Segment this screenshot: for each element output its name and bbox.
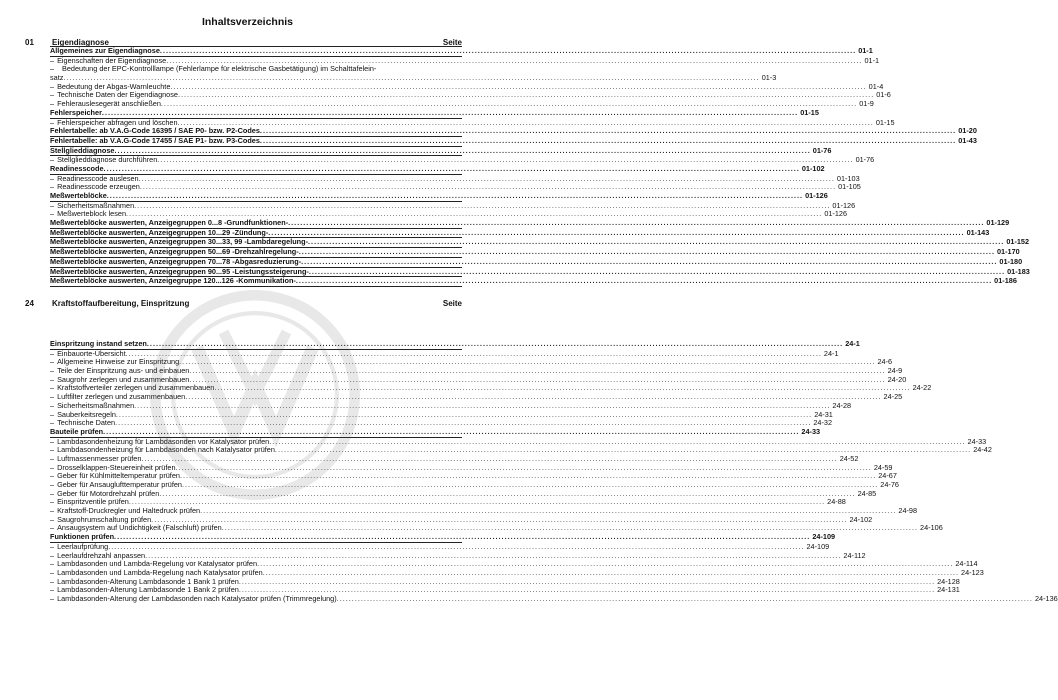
toc-page-number: 01-1	[864, 55, 880, 65]
toc-entry-text: Fehlertabelle: ab V.A.G-Code 16395 / SAE P0- bzw. P2-Codes	[50, 126, 260, 136]
toc-heading-entry[interactable]	[50, 276, 1017, 287]
section-title: Eigendiagnose	[52, 38, 109, 47]
bullet-dash-icon: –	[50, 200, 55, 210]
toc-entry-text: Fehlerauslesegerät anschließen	[57, 99, 161, 109]
toc-page-number: 01-129	[986, 218, 1010, 228]
toc-page-number: 01-126	[824, 209, 848, 219]
toc-page-number: 24-1	[845, 339, 860, 348]
toc-entry-text: Meßwerteblöcke auswerten, Anzeigegruppen 30...33, 99 -Lambdaregelung-	[50, 237, 309, 247]
dot-leader	[337, 595, 1033, 604]
toc-page-number: 24-28	[832, 400, 852, 410]
toc-entry-text: Readinesscode erzeugen	[57, 182, 140, 192]
bullet-dash-icon: –	[50, 392, 55, 402]
toc-entry-text: Meßwerteblöcke auswerten, Anzeigegruppen 50...69 -Drehzahlregelung-	[50, 247, 299, 257]
toc-page-number: 24-20	[887, 374, 907, 384]
toc-entry-text: Lambdasondenheizung für Lambdasonden vor Katalysator prüfen	[57, 436, 270, 446]
bullet-dash-icon: –	[50, 357, 55, 367]
bullet-dash-icon: –	[50, 418, 55, 428]
toc-page-number: 24-136	[1034, 593, 1058, 603]
toc-page-number: 01-76	[855, 155, 875, 165]
bullet-dash-icon: –	[50, 488, 55, 498]
section-header-24	[0, 299, 495, 311]
toc-page-number: 24-85	[857, 488, 877, 498]
toc-page-number: 01-1	[858, 46, 873, 55]
dot-leader	[104, 165, 800, 174]
toc-entry-text: Fehlertabelle: ab V.A.G-Code 17455 / SAE P1- bzw. P3-Codes	[50, 135, 260, 145]
bullet-dash-icon: –	[50, 593, 55, 603]
toc-entry-text: Lambdasonden-Alterung der Lambdasonden nach Katalysator prüfen (Trimmregelung)	[57, 593, 337, 603]
toc-page-number: 24-33	[967, 436, 987, 446]
toc-page-number: 01-126	[805, 191, 828, 200]
toc-entry-text: Stellglieddiagnose durchführen	[57, 155, 158, 165]
bullet-dash-icon: –	[50, 445, 55, 455]
toc-page-number: 01-102	[801, 163, 825, 173]
toc-page-number: 24-33	[801, 426, 821, 436]
toc-page-number: 01-183	[1007, 266, 1030, 276]
toc-entry-text: Bedeutung der Abgas-Warnleuchte	[57, 81, 171, 91]
toc-page-number: 24-131	[937, 585, 960, 595]
bullet-dash-icon: –	[50, 453, 55, 463]
bullet-dash-icon: –	[50, 567, 55, 577]
toc-entry-text: Geber für Kühlmitteltemperatur prüfen	[57, 471, 180, 481]
bullet-dash-icon: –	[50, 374, 55, 384]
toc-page-number: 24-1	[823, 348, 839, 358]
toc-page-number: 24-109	[806, 541, 830, 551]
dot-leader	[102, 109, 798, 118]
dot-leader	[296, 277, 992, 286]
toc-entry-text: Eigenschaften der Eigendiagnose	[57, 55, 167, 65]
bullet-dash-icon: –	[50, 409, 55, 419]
section-number: 01	[25, 38, 34, 47]
section-number: 24	[25, 299, 34, 308]
bullet-dash-icon: –	[50, 523, 55, 533]
dot-leader	[260, 137, 956, 146]
toc-entry-text: Kraftstoff-Druckregler und Haltedruck prüfen	[57, 506, 201, 516]
toc-entry-text: Meßwerteblöcke auswerten, Anzeigegruppe 120...126 -Kommunikation-	[50, 276, 296, 286]
toc-entry-text: Saugrohr zerlegen und zusammenbauen	[57, 374, 190, 384]
toc-page-number: 24-9	[887, 366, 903, 376]
toc-page-number: 01-43	[958, 135, 977, 145]
toc-entry-text: Meßwerteblock lesen	[57, 209, 127, 219]
bullet-dash-icon: –	[50, 90, 55, 100]
toc-page-number: 24-112	[843, 550, 866, 560]
toc-page-number: 01-143	[966, 227, 990, 237]
toc-page-number: 24-109	[812, 532, 836, 542]
toc-entry-text: Fehlerspeicher abfragen und löschen	[57, 117, 178, 127]
toc-entry-text: Sicherheitsmaßnahmen	[57, 200, 135, 210]
toc-page-number: 01-126	[832, 200, 856, 210]
toc-entry-text: Teile der Einspritzung aus- und einbauen	[57, 366, 190, 376]
bullet-dash-icon: –	[50, 209, 55, 219]
toc-page-number: 01-20	[958, 126, 977, 136]
toc-page-number: 01-186	[994, 276, 1017, 286]
bullet-dash-icon: –	[50, 64, 55, 74]
section-seite-label: Seite	[442, 299, 462, 308]
toc-entry-text: Technische Daten der Eigendiagnose	[57, 90, 178, 100]
toc-page-number: 01-180	[999, 256, 1023, 266]
toc-page-number: 01-103	[836, 173, 860, 183]
dot-leader	[260, 127, 956, 136]
toc-page-number: 01-76	[812, 145, 832, 155]
bullet-dash-icon: –	[50, 366, 55, 376]
toc-page-number: 24-42	[973, 445, 992, 455]
toc-entry-text: Readinesscode	[50, 163, 104, 173]
toc-page-number: 01-152	[1006, 237, 1030, 247]
toc-entry-text: Meßwerteblöcke	[50, 191, 107, 200]
dot-leader	[268, 229, 964, 238]
toc-entry-text: Lambdasonden und Lambda-Regelung vor Katalysator prüfen	[57, 559, 258, 569]
toc-page-number: 01-6	[876, 90, 891, 100]
toc-page-number: 24-59	[873, 462, 893, 472]
bullet-dash-icon: –	[50, 462, 55, 472]
toc-entry-text: Lambdasondenheizung für Lambdasonden nach Katalysator prüfen	[57, 445, 275, 455]
toc-page-number: 24-88	[827, 497, 846, 507]
section-seite-label: Seite	[442, 38, 462, 47]
toc-page-number: 24-6	[877, 357, 893, 367]
bullet-dash-icon: –	[50, 576, 55, 586]
dot-leader	[299, 248, 995, 257]
bullet-dash-icon: –	[50, 99, 55, 109]
toc-entry-text: Meßwerteblöcke auswerten, Anzeigegruppen 0...8 -Grundfunktionen-	[50, 218, 289, 228]
toc-entry-text: Drosselklappen-Steuereinheit prüfen	[57, 462, 176, 472]
dot-leader	[301, 258, 997, 267]
dot-leader	[309, 268, 1005, 277]
bullet-dash-icon: –	[50, 182, 55, 192]
toc-entry-text: Fehlerspeicher	[50, 107, 102, 117]
toc-page-number: 24-76	[880, 480, 899, 489]
toc-entry-text: Allgemeines zur Eigendiagnose	[50, 46, 160, 55]
toc-entry[interactable]	[50, 593, 1058, 604]
toc-page-number: 24-102	[849, 514, 873, 524]
toc-entry-text: satz	[50, 73, 64, 83]
bullet-dash-icon: –	[50, 471, 55, 481]
toc-entry-text: Meßwerteblöcke auswerten, Anzeigegruppen 90...95 -Leistungssteigerung-	[50, 266, 309, 276]
toc-entry-text: Technische Daten	[57, 418, 116, 428]
toc-entry-text: Geber für Motordrehzahl prüfen	[57, 488, 160, 498]
toc-entry-text: Bedeutung der EPC-Kontrolllampe (Fehlerlampe für elektrische Gasbetätigung) im Schalttafelein-	[62, 64, 377, 74]
dot-leader	[107, 192, 803, 201]
section-title: Kraftstoffaufbereitung, Einspritzung	[52, 299, 190, 308]
toc-entry-text: Ansaugsystem auf Undichtigkeit (Falschluft) prüfen	[57, 523, 222, 533]
bullet-dash-icon: –	[50, 81, 55, 91]
toc-entry-text: Lambdasonden-Alterung Lambdasonde 1 Bank 2 prüfen	[57, 585, 239, 595]
bullet-dash-icon: –	[50, 541, 55, 551]
toc-page-number: 01-3	[761, 73, 777, 83]
bullet-dash-icon: –	[50, 383, 55, 393]
bullet-dash-icon: –	[50, 550, 55, 560]
toc-entry-text: Kraftstoffverteiler zerlegen und zusammenbauen	[57, 383, 215, 393]
toc-entry-text: Luftmassenmesser prüfen	[57, 453, 142, 463]
toc-page-number: 24-67	[878, 471, 897, 481]
dot-leader	[114, 533, 810, 542]
toc-list-01	[50, 46, 1030, 287]
bullet-dash-icon: –	[50, 506, 55, 516]
toc-entry-text: Meßwerteblöcke auswerten, Anzeigegruppen 10...29 -Zündung-	[50, 227, 269, 237]
bullet-dash-icon: –	[50, 436, 55, 446]
toc-page-number: 24-123	[961, 567, 984, 577]
toc-entry-text: Lambdasonden und Lambda-Regelung nach Katalysator prüfen	[57, 567, 263, 577]
toc-page-number: 01-15	[800, 107, 819, 117]
toc-page-number: 01-4	[868, 81, 884, 91]
toc-entry-text: Sicherheitsmaßnahmen	[57, 400, 135, 410]
bullet-dash-icon: –	[50, 497, 55, 507]
toc-entry-text: Allgemeine Hinweise zur Einspritzung	[57, 357, 180, 367]
bullet-dash-icon: –	[50, 155, 55, 165]
toc-page-number: 24-32	[813, 418, 833, 428]
bullet-dash-icon: –	[50, 585, 55, 595]
toc-page-number: 24-114	[955, 559, 978, 569]
toc-page-number: 24-31	[814, 409, 833, 419]
bullet-dash-icon: –	[50, 173, 55, 183]
dot-leader	[160, 47, 856, 56]
bullet-dash-icon: –	[50, 348, 55, 358]
toc-page-number: 24-98	[898, 506, 918, 516]
bullet-dash-icon: –	[50, 559, 55, 569]
toc-page-number: 01-15	[875, 117, 895, 127]
bullet-dash-icon: –	[50, 514, 55, 524]
toc-entry-text: Einspritzventile prüfen	[57, 497, 129, 507]
toc-entry-text: Leerlaufdrehzahl anpassen	[57, 550, 146, 560]
dot-leader	[288, 219, 984, 228]
toc-page-number: 01-9	[859, 99, 874, 109]
bullet-dash-icon: –	[50, 117, 55, 127]
toc-entry-text: Meßwerteblöcke auswerten, Anzeigegruppen 70...78 -Abgasreduzierung-	[50, 256, 302, 266]
toc-page-number: 24-22	[912, 383, 932, 393]
bullet-dash-icon: –	[50, 55, 55, 65]
toc-page-number: 24-128	[937, 576, 960, 586]
toc-entry-text: Saugrohrumschaltung prüfen	[57, 514, 152, 524]
dot-leader	[103, 428, 799, 437]
toc-entry-text: Einspritzung instand setzen	[50, 339, 147, 348]
page-title: Inhaltsverzeichnis	[201, 16, 294, 28]
toc-entry-text: Sauberkeitsregeln	[57, 409, 116, 419]
toc-entry-text: Geber für Ansauglufttemperatur prüfen	[57, 480, 182, 489]
dot-leader	[308, 238, 1004, 247]
toc-entry-text: Leerlaufprüfung	[57, 541, 109, 551]
toc-entry-text: Lambdasonden-Alterung Lambdasonde 1 Bank 1 prüfen	[57, 576, 239, 586]
toc-page-number: 01-105	[838, 182, 861, 192]
toc-page-number: 24-52	[839, 453, 859, 463]
toc-page-number: 24-106	[920, 523, 943, 533]
dot-leader	[147, 340, 843, 349]
toc-entry-text: Stellglieddiagnose	[50, 145, 115, 155]
toc-entry-text: Einbauorte-Übersicht	[57, 348, 126, 358]
bullet-dash-icon: –	[50, 400, 55, 410]
toc-list-24	[50, 339, 1058, 604]
toc-entry-text: Readinesscode auslesen	[57, 173, 139, 183]
toc-entry-text: Funktionen prüfen	[50, 532, 115, 542]
dot-leader	[114, 147, 810, 156]
bullet-dash-icon: –	[50, 480, 55, 489]
toc-page-number: 01-170	[997, 247, 1020, 257]
toc-entry-text: Bauteile prüfen	[50, 426, 104, 436]
toc-entry-text: Luftfilter zerlegen und zusammenbauen	[57, 392, 186, 402]
toc-page-number: 24-25	[883, 392, 903, 402]
